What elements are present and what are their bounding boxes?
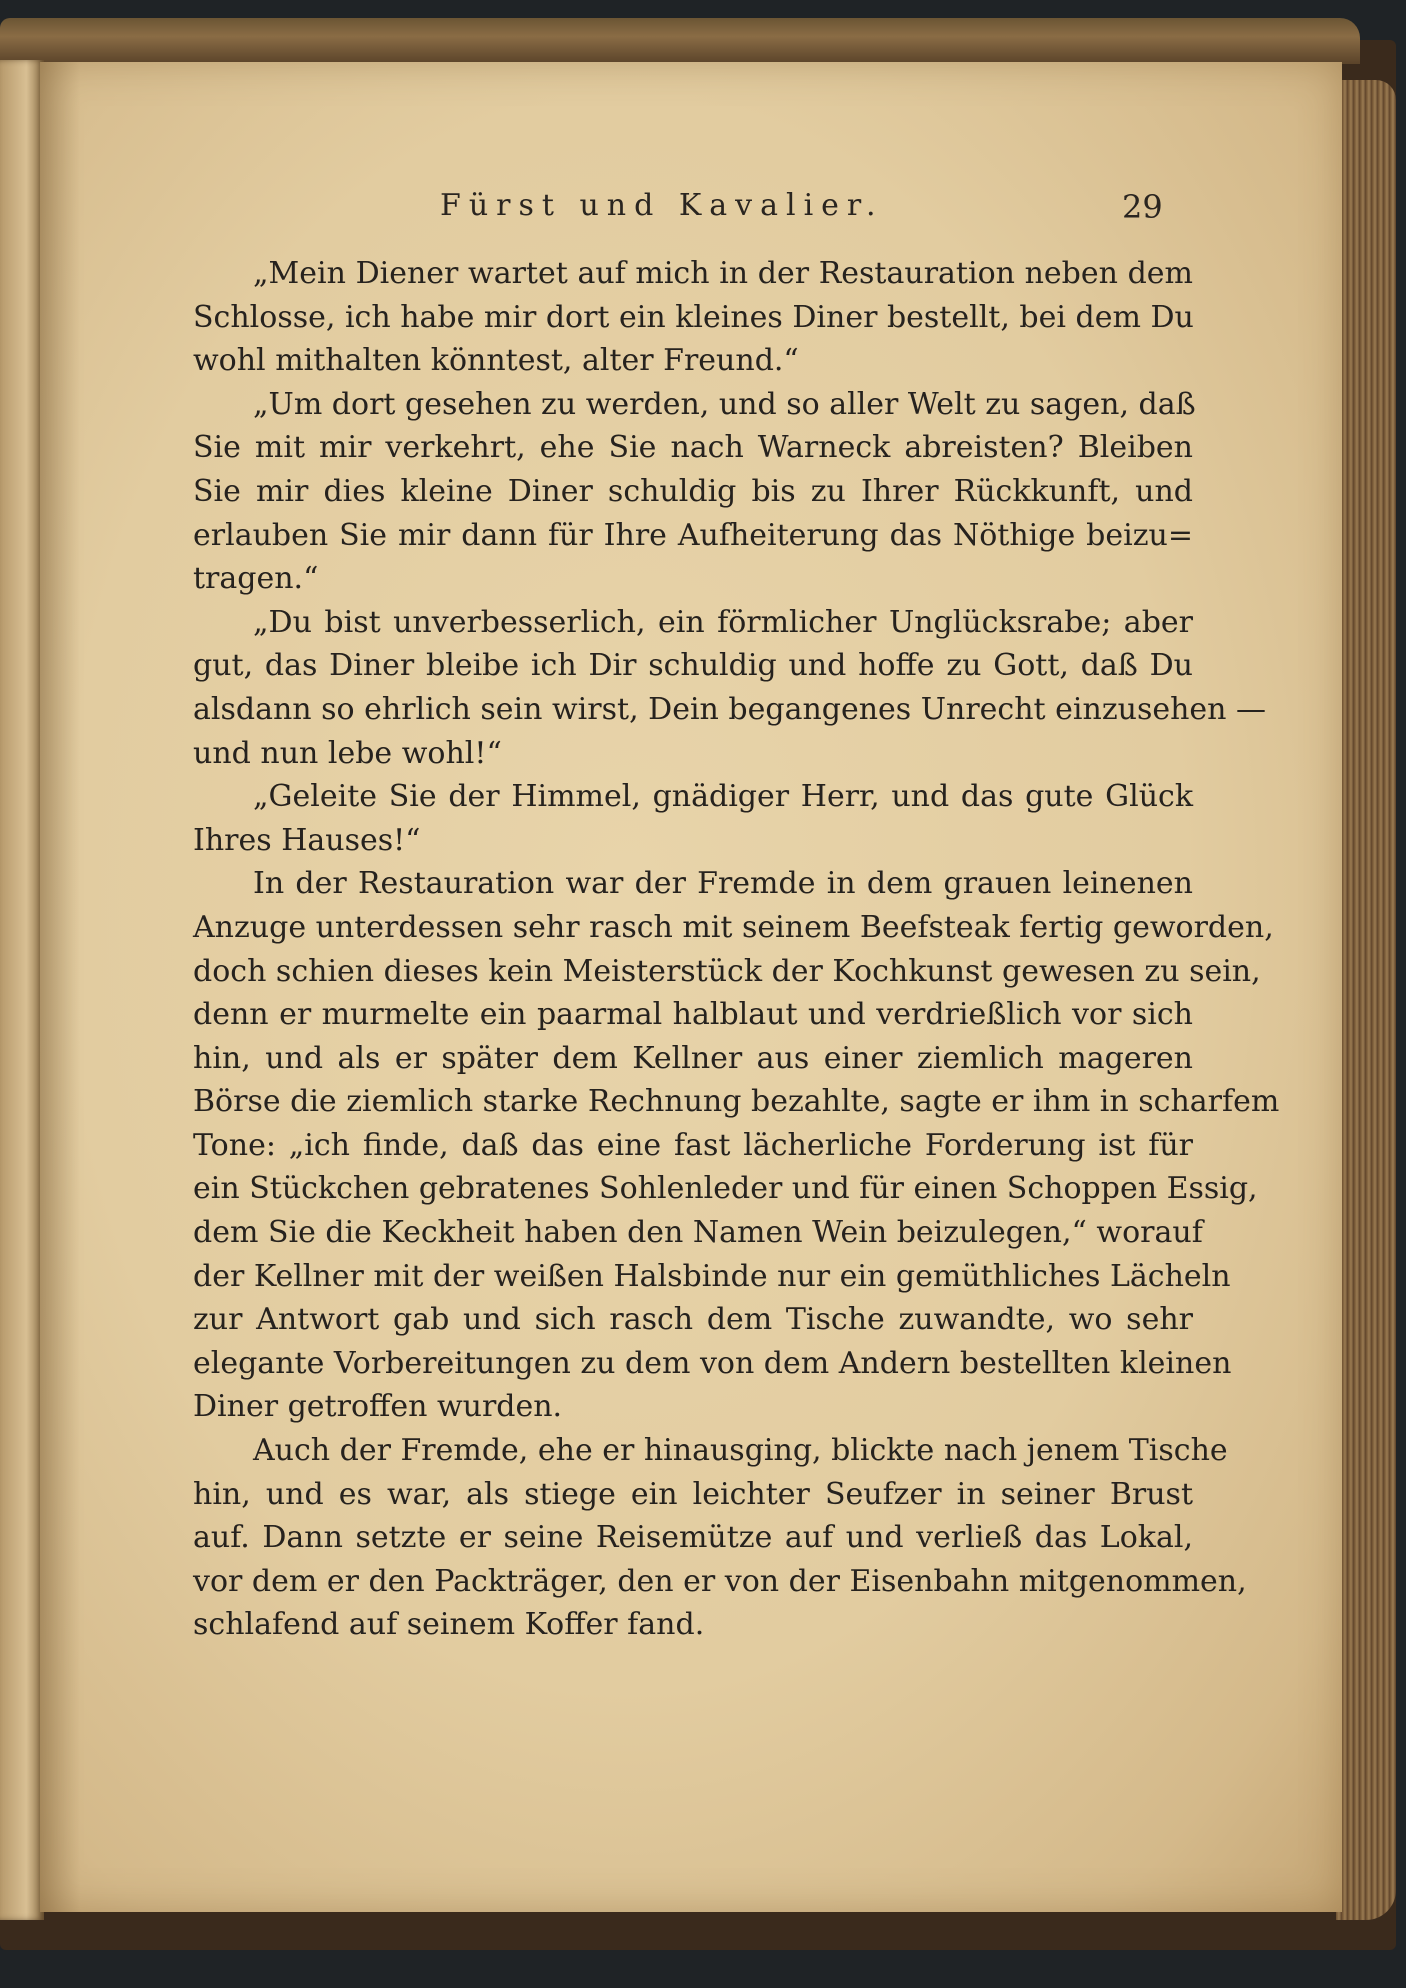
text-line: Diner getroffen wurden. bbox=[193, 1389, 563, 1425]
text-line: Sie mir dies kleine Diner schuldig bis zu Ihrer Rückkunft, und bbox=[193, 473, 1193, 509]
text-line: und nun lebe wohl!“ bbox=[193, 735, 502, 771]
paragraph bbox=[193, 862, 1280, 1429]
text-line: Tone: „ich finde, daß das eine fast lächerliche Forderung ist für bbox=[193, 1127, 1193, 1163]
book-top-edge bbox=[0, 18, 1360, 64]
text-line: Auch der Fremde, ehe er hinausging, blickte nach jenem Tische bbox=[253, 1433, 1228, 1469]
running-head bbox=[40, 182, 1342, 232]
text-line: denn er murmelte ein paarmal halblaut und verdrießlich vor sich bbox=[193, 997, 1193, 1033]
body-text bbox=[193, 252, 1280, 1647]
paragraph bbox=[193, 1429, 1247, 1647]
text-line: „Du bist unverbesserlich, ein förmlicher Unglücksrabe; aber bbox=[253, 604, 1193, 640]
text-line: „Geleite Sie der Himmel, gnädiger Herr, und das gute Glück bbox=[253, 779, 1193, 815]
running-head-title: Fürst und Kavalier. bbox=[440, 188, 884, 223]
text-line: Börse die ziemlich starke Rechnung bezahlte, sagte er ihm in scharfem bbox=[193, 1084, 1280, 1120]
text-line: hin, und als er später dem Kellner aus einer ziemlich mageren bbox=[193, 1040, 1193, 1076]
text-line: auf. Dann setzte er seine Reisemütze auf und verließ das Lokal, bbox=[193, 1520, 1193, 1556]
text-line: Sie mit mir verkehrt, ehe Sie nach Warneck abreisten? Bleiben bbox=[193, 430, 1193, 466]
text-line: erlauben Sie mir dann für Ihre Aufheiterung das Nöthige beizu= bbox=[193, 517, 1193, 553]
text-line: elegante Vorbereitungen zu dem von dem Andern bestellten kleinen bbox=[193, 1345, 1232, 1381]
book-page bbox=[40, 62, 1342, 1912]
text-line: gut, das Diner bleibe ich Dir schuldig und hoffe zu Gott, daß Du bbox=[193, 648, 1193, 684]
page-number: 29 bbox=[1122, 188, 1163, 226]
paragraph bbox=[193, 601, 1267, 775]
text-line: schlafend auf seinem Koffer fand. bbox=[193, 1607, 705, 1643]
text-line: „Um dort gesehen zu werden, und so aller Welt zu sagen, daß bbox=[253, 386, 1196, 422]
left-page-edge bbox=[0, 60, 44, 1920]
text-line: Schlosse, ich habe mir dort ein kleines Diner bestellt, bei dem Du bbox=[193, 299, 1194, 335]
text-line: Ihres Hauses!“ bbox=[193, 822, 421, 858]
text-line: dem Sie die Keckheit haben den Namen Wein beizulegen,“ worauf bbox=[193, 1215, 1203, 1251]
text-line: In der Restauration war der Fremde in dem grauen leinenen bbox=[253, 866, 1193, 902]
text-line: „Mein Diener wartet auf mich in der Restauration neben dem bbox=[253, 256, 1193, 291]
page-stack-edges bbox=[1336, 80, 1396, 1920]
text-line: ein Stückchen gebratenes Sohlenleder und für einen Schoppen Essig, bbox=[193, 1171, 1258, 1207]
text-line: vor dem er den Packträger, den er von der Eisenbahn mitgenommen, bbox=[193, 1563, 1247, 1599]
paragraph bbox=[193, 383, 1196, 601]
text-line: Anzuge unterdessen sehr rasch mit seinem Beefsteak fertig geworden, bbox=[193, 909, 1274, 945]
paragraph bbox=[193, 252, 1193, 383]
text-line: doch schien dieses kein Meisterstück der Kochkunst gewesen zu sein, bbox=[193, 953, 1261, 989]
text-line: zur Antwort gab und sich rasch dem Tische zuwandte, wo sehr bbox=[193, 1302, 1193, 1338]
text-line: der Kellner mit der weißen Halsbinde nur ein gemüthliches Lächeln bbox=[193, 1258, 1231, 1294]
text-line: tragen.“ bbox=[193, 561, 319, 597]
text-line: wohl mithalten könntest, alter Freund.“ bbox=[193, 343, 799, 379]
paragraph bbox=[193, 775, 1193, 862]
text-line: alsdann so ehrlich sein wirst, Dein begangenes Unrecht einzusehen — bbox=[193, 691, 1267, 727]
gutter-shadow bbox=[40, 62, 80, 1912]
text-line: hin, und es war, als stiege ein leichter Seufzer in seiner Brust bbox=[193, 1476, 1193, 1512]
